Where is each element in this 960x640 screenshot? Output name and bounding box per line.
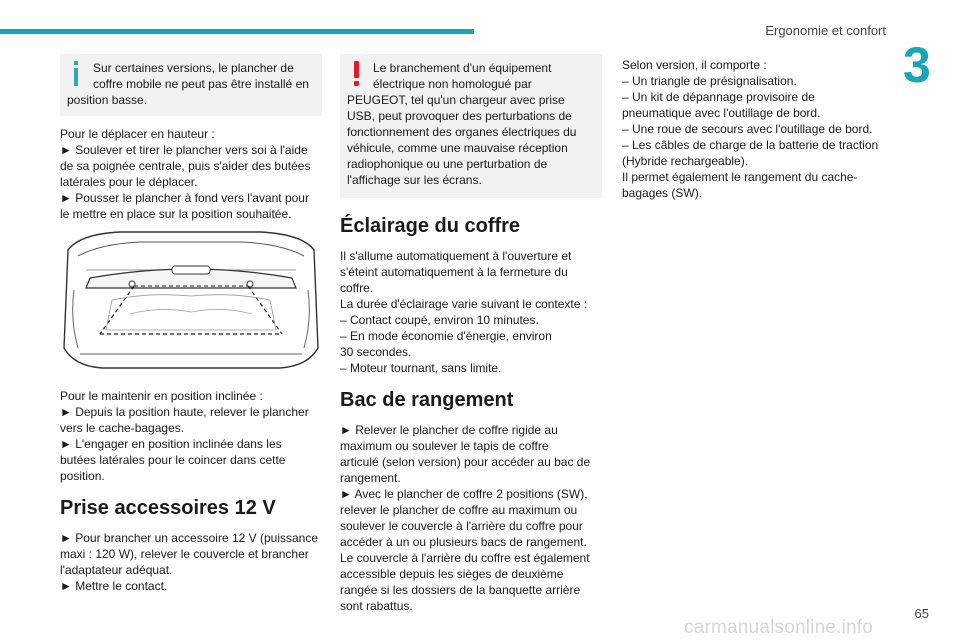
heading-storage-bin: Bac de rangement	[340, 389, 514, 411]
warning-note-text-indented: Le branchement d'un équipement électrique non homologué par	[373, 61, 552, 91]
paragraph-storage-bin: ► Relever le plancher de coffre rigide au maximum ou soulever le tapis de coffre articulé (selon version) pour accéder au bac de rangement. ► Avec le plancher de coffre 2 positions (SW), relever le plancher de coffre au maximum ou soulever le couvercle à l'arrière du coffre pour accéder à un ou plusieurs bacs de rangement. Le couvercle à l'arrière du coffre est également accessible depuis les sièges de deuxième rangée si les dossiers de la banquette arrière sont rabattus.	[340, 423, 591, 613]
watermark: carmanualsonline.info	[684, 617, 874, 638]
paragraph-12v-socket: ► Pour brancher un accessoire 12 V (puissance maxi : 120 W), relever le couvercle et brancher l'adaptateur adéquat. ► Mettre le contact.	[60, 531, 319, 593]
paragraph-storage-contents: Selon version, il comporte : – Un triangle de présignalisation. – Un kit de dépannage provisoire de pneumatique avec l'outillage de bord. – Une roue de secours avec l'outillage de bord. – Les câbles de charge de la batterie de traction (Hybride rechargeable). Il permet également le rangement du cache- bagages (SW).	[622, 58, 879, 200]
page-number: 65	[914, 606, 929, 621]
warning-note-text: PEUGEOT, tel qu'un chargeur avec prise USB, peut provoquer des perturbations de fonctionnement des organes électriques du véhicule, comme une mauvaise réception radiophonique ou une perturbation de l'affichage sur les écrans.	[347, 93, 577, 187]
info-note-text: Sur certaines versions, le plancher de coffre mobile ne peut pas être installé en	[93, 61, 309, 91]
info-note: Sur certaines versions, le plancher de coffre mobile ne peut pas être installé en position basse.	[60, 54, 322, 116]
paragraph-move-floor: Pour le déplacer en hauteur : ► Soulever et tirer le plancher vers soi à l'aide de sa poignée centrale, puis s'aider des butées latérales pour le déplacer. ► Pousser le plancher à fond vers l'avant pour le mettre en place sur la position souhaitée.	[60, 127, 311, 221]
header-accent-bar	[0, 29, 474, 34]
section-title: Ergonomie et confort	[765, 23, 886, 38]
column-2	[340, 54, 602, 614]
heading-12v-socket: Prise accessoires 12 V	[60, 497, 276, 519]
paragraph-inclined-position: Pour le maintenir en position inclinée : ► Depuis la position haute, relever le plancher vers le cache-bagages. ► L'engager en position inclinée dans les butées latérales pour le coincer dans cette position.	[60, 389, 309, 483]
warning-note	[340, 54, 602, 198]
paragraph-trunk-lighting: Il s'allume automatiquement à l'ouverture et s'éteint automatiquement à la fermeture du coffre. La durée d'éclairage varie suivant le contexte : – Contact coupé, environ 10 minutes. – En mode économie d'énergie, environ 30 secondes. – Moteur tournant, sans limite.	[340, 249, 588, 375]
trunk-floor-illustration	[60, 230, 322, 372]
chapter-number: 3	[903, 37, 931, 93]
warning-icon	[347, 60, 369, 90]
column-3	[622, 57, 884, 201]
info-icon	[67, 60, 89, 90]
column-1	[60, 54, 322, 594]
heading-trunk-lighting: Éclairage du coffre	[340, 215, 521, 237]
